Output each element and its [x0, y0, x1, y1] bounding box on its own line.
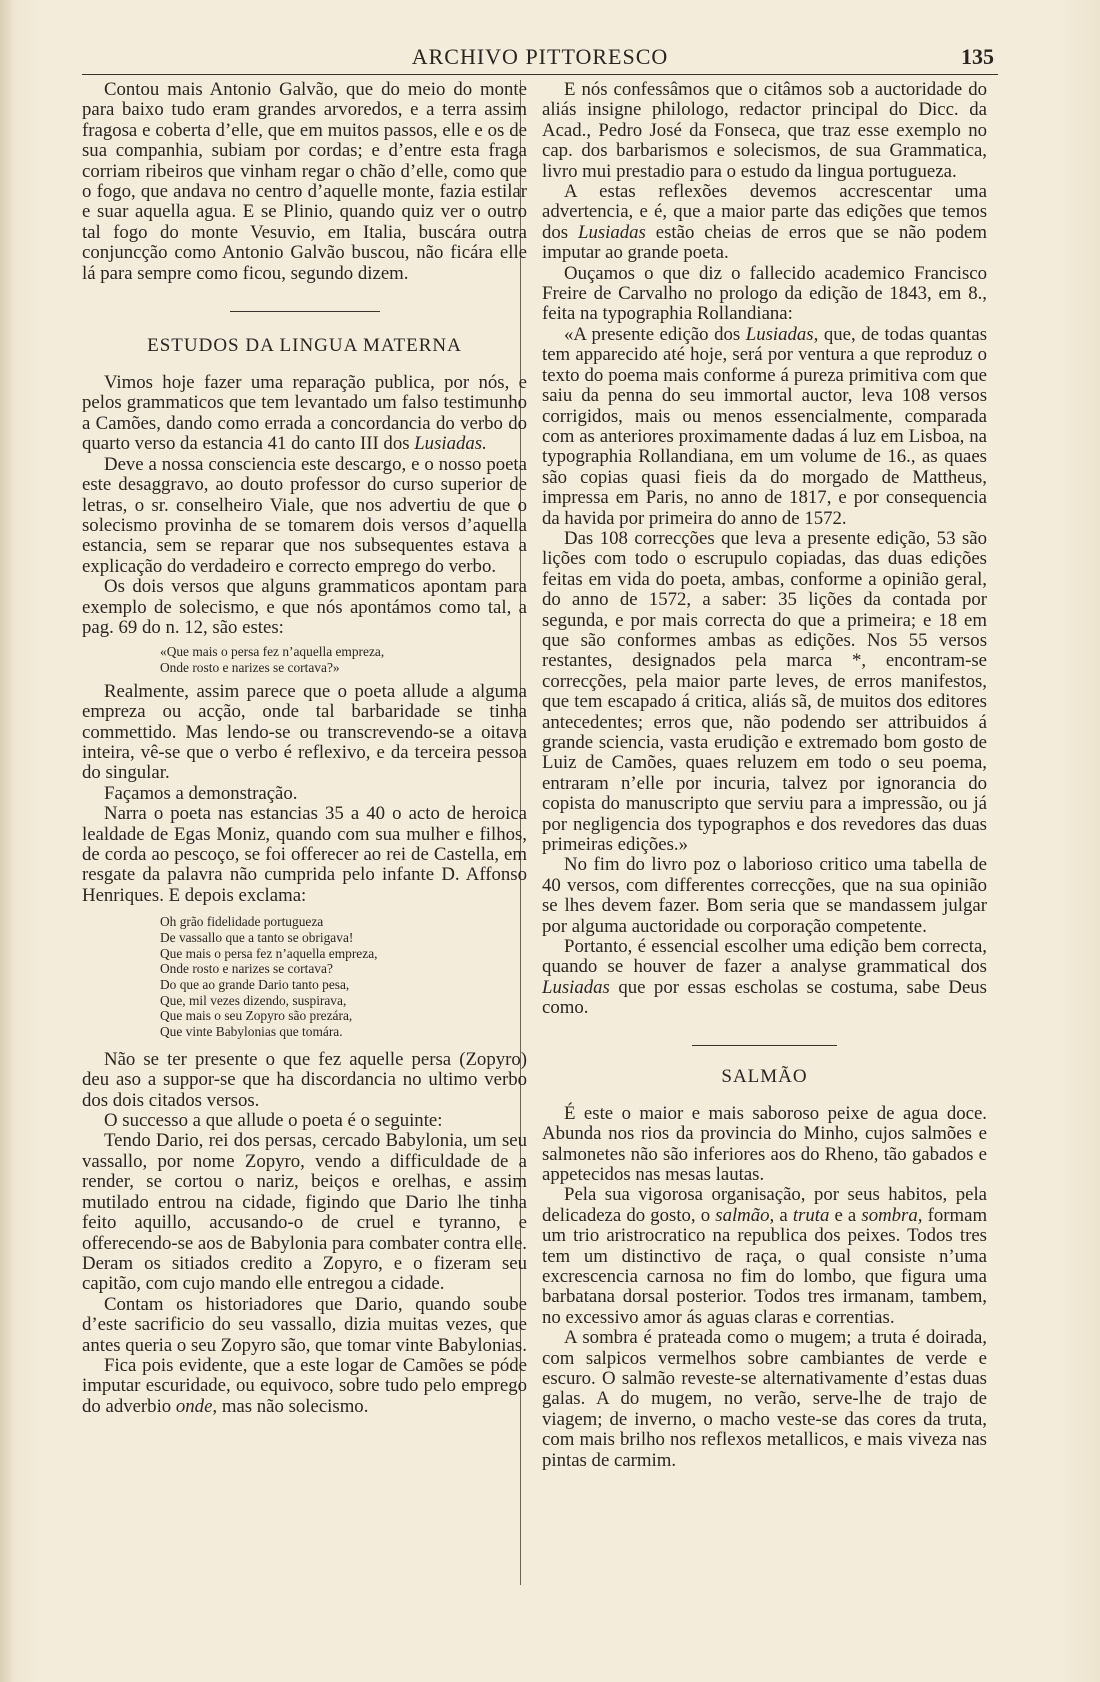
italic-title: Lusiadas [578, 221, 646, 243]
text-span: Fica pois evidente, que a este logar de Camões se póde imputar escuridade, ou equivoco, sobre tudo pelo emprego do adverbio [82, 1354, 527, 1417]
paragraph [542, 325, 987, 529]
text-span: e a [834, 1204, 857, 1226]
paragraph: Das 108 correcções que leva a presente edição, 53 são lições com todo o escrupulo copiadas, das duas edições feitas em vida do poeta, ambas, conforme a opinião geral, do anno de 1572, a saber: 35 lições da contada por segunda, e por mais correcta do que a primeira; e 18 em que são conformes ambas as edições. Nos 55 versos restantes, designados pela marca *, encontram-se correcções, pela maior parte leves, de erros manifestos, que tem escapado á critica, aliás sã, de muitos dos editores antecedentes; erros que, não podendo ser attribuidos á grande sciencia, vasta erudição e extremado bom gosto de Luiz de Camões, quaes reluzem em todo o seu poema, entraram n’elle por incuria, talvez por ignorancia do copista do manuscripto que serviu para a impressão, ou já por negligencia dos typographos e dos revedores das duas primeiras edições.» [542, 527, 987, 856]
verse-line: Do que ao grande Dario tanto pesa, [160, 977, 350, 993]
paragraph: É este o maior e mais saboroso peixe de agua doce. Abunda nos rios da provincia do Minho, cujos salmões e salmonetes não são inferiores aos do Rheno, tão gabados e appetecidos nas mesas lautas. [542, 1102, 987, 1185]
section-separator [230, 311, 380, 312]
text-span: Pela sua vigorosa organisação, por seus habitos, pela delicadeza do gosto, o [542, 1184, 987, 1226]
text-span: A estas reflexões devemos accrescentar uma advertencia, e é, que a maior parte das edições que temos dos [542, 181, 987, 243]
text-span: mas não solecismo. [221, 1395, 369, 1417]
paragraph: Tendo Dario, rei dos persas, cercado Babylonia, um seu vassallo, por nome Zopyro, vendo a difficuldade de a render, se cortou o nariz, beiços e orelhas, e assim mutilado entrou na cidade, figindo que Dario lhe tinha feito aquillo, accusando-o de cruel e tyranno, e offerecendo-se aos de Babylonia para combater contra elle. Deram os sitiados credito a Zopyro, e o fizeram seu capitão, com cujo mando elle entregou a cidade. [82, 1130, 527, 1295]
paragraph: Os dois versos que alguns grammaticos apontam para exemplo de solecismo, e que nós apontámos como tal, a pag. 69 do n. 12, são estes: [82, 576, 527, 638]
verse-line: Que vinte Babylonias que tomára. [160, 1024, 343, 1040]
italic-title: Lusiadas, [745, 323, 819, 345]
verse-quote [160, 644, 527, 675]
section-heading: ESTUDOS DA LINGUA MATERNA [147, 335, 462, 357]
text-span: Portanto, é essencial escolher uma edição bem correcta, quando se houver de fazer a analyse grammatical dos [542, 936, 987, 978]
left-column [82, 80, 527, 1417]
text-span: Vimos hoje fazer uma reparação publica, por nós, e pelos grammaticos que tem levantado um falso testimunho a Camões, dando como errada a concordancia do verbo do quarto verso da estancia 41 do canto III dos [82, 372, 527, 455]
paragraph: Não se ter presente o que fez aquelle persa (Zopyro) deu aso a suppor-se que ha discordancia no ultimo verbo dos dois citados versos. [82, 1048, 527, 1111]
paragraph: Realmente, assim parece que o poeta allude a alguma empreza ou acção, onde tal barbaridade se tinha commettido. Mas lendo-se ou transcrevendo-se a oitava inteira, vê-se que o verbo é reflexivo, e da terceira pessoa do singular. [82, 680, 527, 784]
verse-line: Que mais o persa fez n’aquella empreza, [160, 945, 378, 961]
section-separator [692, 1045, 837, 1046]
paragraph [542, 182, 987, 264]
paragraph: E nós confessâmos que o citâmos sob a auctoridade do aliás insigne philologo, redactor principal do Dicc. da Acad., Pedro José da Fonseca, que traz esse exemplo no cap. dos barbarismos e solecismos, de sua Grammatica, livro mui prestadio para o estudo da lingua portugueza. [542, 79, 987, 182]
text-span: a [779, 1204, 788, 1226]
paragraph [82, 1356, 527, 1417]
page-header [82, 40, 998, 75]
verse-line: Que, mil vezes dizendo, suspirava, [160, 992, 347, 1008]
paragraph: Contam os historiadores que Dario, quando soube d’este sacrificio do seu vassallo, dizia muitas vezes, que antes queria o seu Zopyro são, que tomar vinte Babylonias. [82, 1293, 527, 1356]
verse-line: Oh grão fidelidade portugueza [160, 914, 324, 930]
section-heading: SALMÃO [721, 1065, 808, 1087]
verse-line: De vassallo que a tanto se obrigava! [160, 929, 354, 945]
italic-title: Lusiadas [542, 976, 610, 998]
text-span: que por essas escholas se costuma, sabe Deus como. [542, 976, 987, 1019]
paragraph: Deve a nossa consciencia este descargo, e o nosso poeta este desaggravo, ao douto professor do curso superior de letras, o sr. conselheiro Viale, que nos advertiu de que o solecismo provinha de se tomarem dois versos d’aquella estancia, sem se reparar que nos subsequentes estava a explicação do verdadeiro e correcto emprego do verbo. [82, 453, 527, 577]
italic-word: sombra, [861, 1204, 923, 1226]
italic-word: onde, [175, 1395, 218, 1417]
page-number: 135 [961, 44, 994, 69]
right-column [542, 80, 987, 1471]
verse-stanza [160, 914, 527, 1040]
paragraph: A sombra é prateada como o mugem; a truta é doirada, com salpicos vermelhos sobre cambiantes de verde e escuro. O salmão reveste-se alternativamente d’estas duas galas. A do mugem, no verão, serve-lhe de trajo de viagem; de inverno, o macho veste-se das cores da truta, com mais brilho nos reflexos metallicos, e mais viveza nas pintas de carmim. [542, 1327, 987, 1471]
italic-word: truta [792, 1204, 830, 1226]
paragraph: Narra o poeta nas estancias 35 a 40 o acto de heroica lealdade de Egas Moniz, quando com sua mulher e filhos, de corda ao pescoço, se foi offerecer ao rei de Castella, em resgate da palavra não cumprida pelo infante D. Affonso Henriques. E depois exclama: [82, 803, 527, 906]
verse-line: Que mais o seu Zopyro são prezára, [160, 1008, 353, 1024]
text-span: «A presente edição dos [564, 323, 741, 345]
verse-line: «Que mais o persa fez n’aquella empreza, [160, 644, 385, 660]
paragraph [542, 937, 987, 1019]
paragraph: Ouçamos o que diz o fallecido academico Francisco Freire de Carvalho no prologo da edição de 1843, em 8., feita na typographia Rollandiana: [542, 262, 987, 325]
paragraph [82, 373, 527, 455]
running-title: ARCHIVO PITTORESCO [411, 44, 669, 69]
paragraph [542, 1185, 987, 1328]
italic-word: salmão, [715, 1204, 775, 1226]
verse-line: Onde rosto e narizes se cortava?» [160, 660, 340, 676]
paragraph: Façamos a demonstração. [104, 782, 298, 804]
text-span: estão cheias de erros que se não podem imputar ao grande poeta. [542, 221, 987, 264]
italic-title: Lusiadas. [414, 433, 487, 455]
verse-line: Onde rosto e narizes se cortava? [160, 961, 333, 977]
paragraph: No fim do livro poz o laborioso critico uma tabella de 40 versos, com differentes correcções, que na sua opinião se lhes devem fazer. Bom seria que se mandassem julgar por alguma auctoridade ou corporação competente. [542, 854, 987, 937]
text-span: formam um trio aristrocratico na republica dos peixes. Todos tres tem um distinctivo de raça, o qual consiste n’uma excrescencia carnosa no fim do lombo, que figura uma barbatana dorsal posterior. Todos tres irmanam, tambem, no excessivo amor ás aguas claras e correntias. [542, 1204, 988, 1328]
paragraph: O successo a que allude o poeta é o seguinte: [104, 1110, 443, 1132]
paragraph: Contou mais Antonio Galvão, que do meio do monte para baixo tudo eram grandes arvoredos, e a terra assim fragosa e coberta d’elle, que em muitos passos, elle e os de sua companhia, subiam por cordas; e d’entre esta fraga corriam ribeiros que vinham regar o chão d’elle, como que o fogo, que andava no centro d’aquelle monte, fazia estilar e suar aquella agua. E se Plinio, quando quiz ver o outro tal fogo do monte Vesuvio, em Italia, buscára outra conjuncção como Antonio Galvão buscou, não ficára elle lá para sempre como ficou, segundo dizem. [82, 79, 527, 284]
text-span: que, de todas quantas tem apparecido até hoje, será por ventura a que reproduz o texto do poema mais conforme á pureza primitiva com que saiu da penna do seu immortal auctor, leva 108 versos corrigidos, mais ou menos essencialmente, comparada com as anteriores proximamente dadas á luz em Lisboa, na typographia Rollandiana, em um volume de 16., as quaes são copias quasi fieis da do morgado de Mattheus, impressa em Paris, no anno de 1817, e por consequencia da havida por primeira do anno de 1572. [542, 323, 988, 529]
